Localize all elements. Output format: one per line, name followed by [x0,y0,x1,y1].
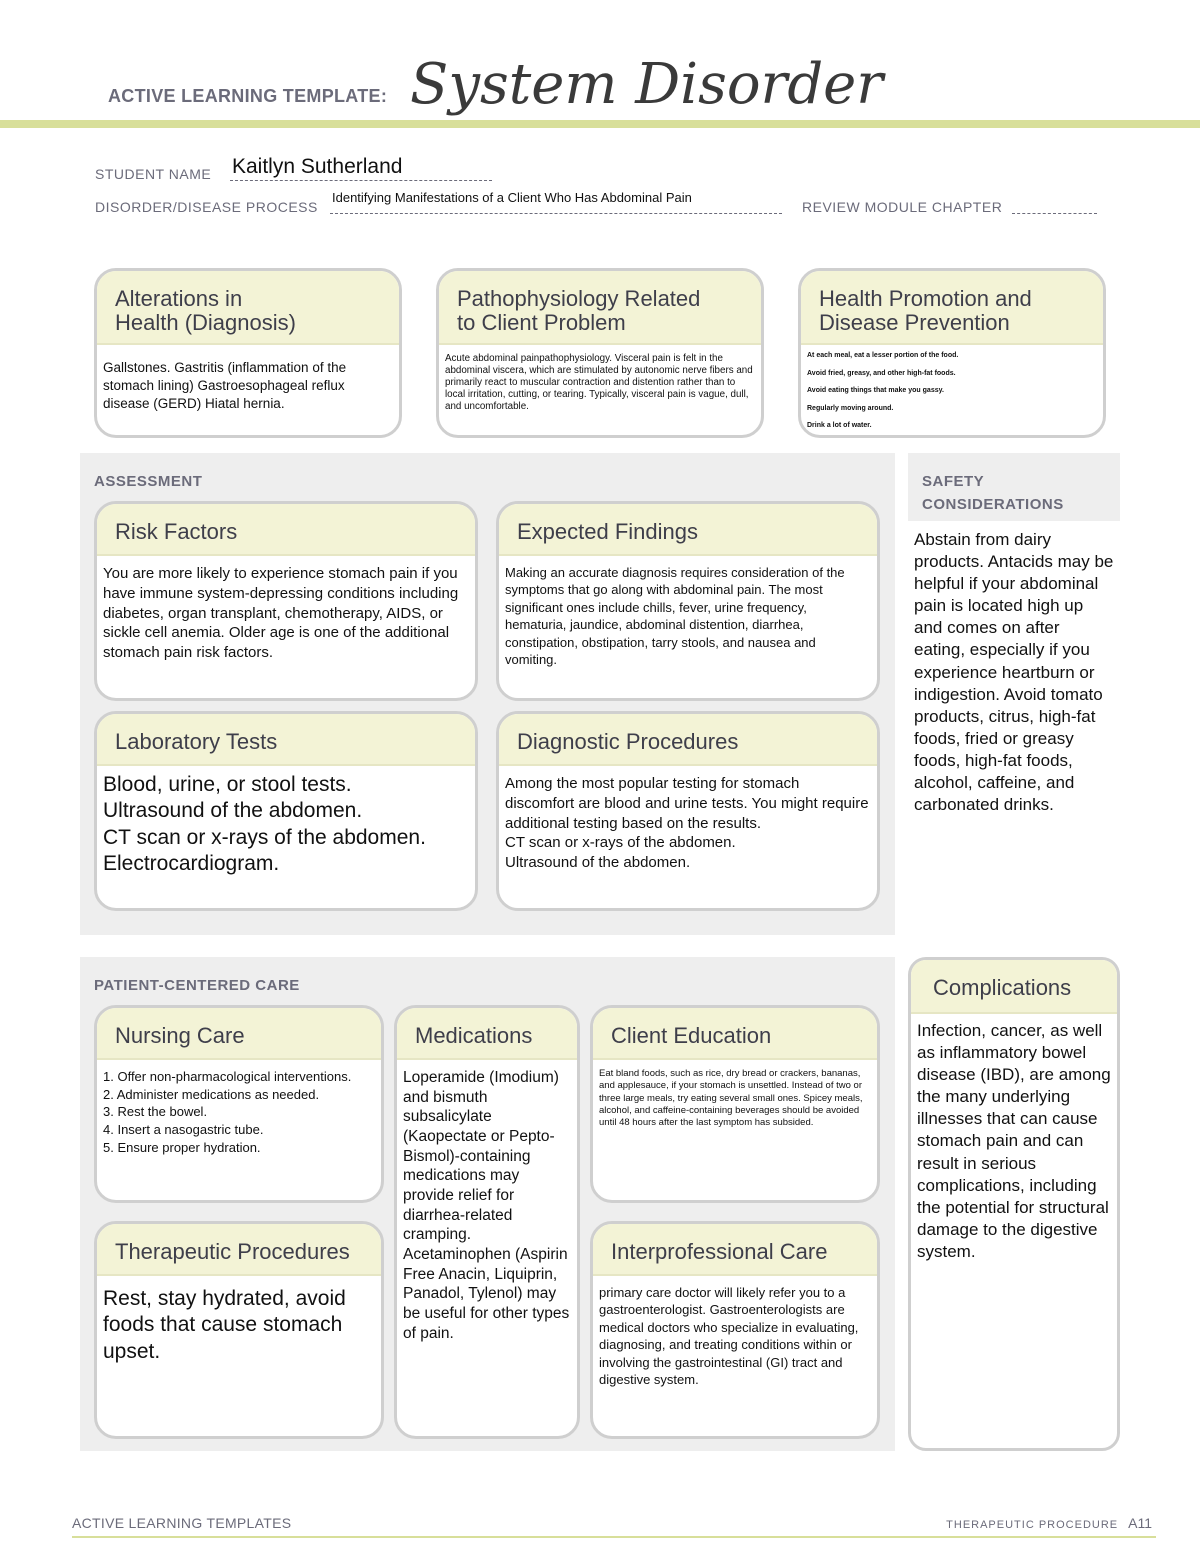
diagnostic-procedures-title: Diagnostic Procedures [499,714,877,766]
nursing-care-title: Nursing Care [97,1008,381,1060]
safety-body: Abstain from dairy products. Antacids may be helpful if your abdominal pain is located high up and comes on after eating, especially if you experience heartburn or indigestion. Avoid tomato products, citrus, high-fat foods, fried or greasy foods, high-fat foods, alcohol, caffeine, and carbonated drinks. [914,530,1114,815]
assessment-title: ASSESSMENT [94,473,203,490]
therapeutic-procedures-body: Rest, stay hydrated, avoid foods that cause stomach upset. [103,1287,346,1363]
disorder-underline [330,213,782,214]
therapeutic-procedures-title: Therapeutic Procedures [97,1224,381,1276]
health-promotion-item: Avoid eating things that make you gassy. [807,387,944,394]
health-promotion-box [798,268,1106,438]
nursing-care-body: 1. Offer non-pharmacological interventions. 2. Administer medications as needed. 3. Rest the bowel. 4. Insert a nasogastric tube. 5. Ensure proper hydration. [103,1069,352,1155]
review-module-label: REVIEW MODULE CHAPTER [802,199,1003,215]
assessment-panel [80,453,895,935]
medications-title: Medications [397,1008,577,1060]
health-promotion-item: Avoid fried, greasy, and other high-fat foods. [807,369,956,377]
nursing-care-box [94,1005,384,1203]
review-module-underline[interactable] [1012,213,1097,214]
client-education-body: Eat bland foods, such as rice, dry bread or crackers, bananas, and applesauce, if your stomach is unsettled. Instead of two or three large meals, try eating several small ones. Spicey meals, alcohol, and caffeine-containing beverages should be avoided until 48 hours after the last symptom has subsided. [599,1068,863,1129]
client-education-box [590,1005,880,1203]
patient-care-panel [80,957,895,1451]
safety-title: SAFETY CONSIDERATIONS [922,473,1064,513]
student-name-value[interactable]: Kaitlyn Sutherland [232,155,403,178]
header-divider [0,120,1200,128]
footer-left-label: ACTIVE LEARNING TEMPLATES [72,1515,292,1531]
risk-factors-body: You are more likely to experience stomach pain if you have immune system-depressing conditions including diabetes, organ transplant, chemotherapy, AIDS, or sickle cell anemia. Older age is one of the additional stomach pain risk factors. [103,565,459,662]
patient-care-title: PATIENT-CENTERED CARE [94,977,300,994]
health-promotion-list [801,345,1103,438]
footer-section-label: THERAPEUTIC PROCEDURE [946,1519,1119,1531]
student-name-underline [230,180,492,181]
alterations-box [94,268,402,438]
pathophysiology-title: Pathophysiology Related to Client Problem [439,271,761,345]
footer-divider [72,1536,1156,1538]
medications-box [394,1005,580,1439]
interprofessional-care-title: Interprofessional Care [593,1224,877,1276]
alterations-title: Alterations in Health (Diagnosis) [97,271,399,345]
complications-box [908,957,1120,1451]
risk-factors-box [94,501,478,701]
complications-title: Complications [911,960,1117,1014]
template-label: ACTIVE LEARNING TEMPLATE: [108,86,388,106]
pathophysiology-box [436,268,764,438]
risk-factors-title: Risk Factors [97,504,475,556]
health-promotion-item: At each meal, eat a lesser portion of the food. [807,352,959,359]
medications-body: Loperamide (Imodium) and bismuth subsalicylate (Kaopectate or Pepto-Bismol)-containing medications may provide relief for diarrhea-related cramping. Acetaminophen (Aspirin Free Anacin, Liquiprin, Panadol, Tylenol) may be useful for other types of pain. [403,1069,570,1342]
pathophysiology-body: Acute abdominal painpathophysiology. Visceral pain is felt in the abdominal viscera, which are stimulated by autonomic nerve fibers and primarily react to muscular contraction and distention rather than to local irritation, cutting, or tearing. Typically, visceral pain is vague, dull, and uncomfortable. [445,353,753,412]
expected-findings-title: Expected Findings [499,504,877,556]
health-promotion-title: Health Promotion and Disease Prevention [801,271,1103,345]
expected-findings-body: Making an accurate diagnosis requires consideration of the symptoms that go along with abdominal pain. The most significant ones include chills, fever, urine frequency, hematuria, jaundice, abdominal distention, diarrhea, constipation, obstipation, tarry stools, and nausea and vomiting. [505,565,845,668]
interprofessional-care-box [590,1221,880,1439]
laboratory-tests-box [94,711,478,911]
complications-body: Infection, cancer, as well as inflammatory bowel disease (IBD), are among the many underlying illnesses that can cause stomach pain and can result in serious complications, including the potential for structural damage to the digestive system. [917,1021,1111,1261]
health-promotion-item: Drink a lot of water. [807,422,872,429]
disorder-label: DISORDER/DISEASE PROCESS [95,199,318,215]
safety-content-area [908,521,1120,935]
health-promotion-item: Regularly moving around. [807,404,894,412]
page-title: System Disorder [410,52,884,117]
alterations-body: Gallstones. Gastritis (inflammation of the stomach lining) Gastroesophageal reflux disease (GERD) Hiatal hernia. [103,360,347,411]
disorder-value[interactable]: Identifying Manifestations of a Client Who Has Abdominal Pain [332,190,692,205]
expected-findings-box [496,501,880,701]
client-education-title: Client Education [593,1008,877,1060]
student-name-label: STUDENT NAME [95,166,212,182]
footer-right [946,1515,1152,1531]
therapeutic-procedures-box [94,1221,384,1439]
diagnostic-procedures-body: Among the most popular testing for stomach discomfort are blood and urine tests. You might require additional testing based on the results. CT scan or x-rays of the abdomen. Ultrasound of the abdomen. [505,775,869,872]
diagnostic-procedures-box [496,711,880,911]
footer-page-number: A11 [1128,1515,1152,1531]
interprofessional-care-body: primary care doctor will likely refer you to a gastroenterologist. Gastroenterologists are medical doctors who specialize in evaluating, diagnosing, and treating conditions within or involving the gastrointestinal (GI) tract and digestive system. [599,1285,859,1388]
safety-panel [908,453,1120,935]
laboratory-tests-title: Laboratory Tests [97,714,475,766]
laboratory-tests-body: Blood, urine, or stool tests. Ultrasound of the abdomen. CT scan or x-rays of the abdomen. Electrocardiogram. [103,773,426,876]
